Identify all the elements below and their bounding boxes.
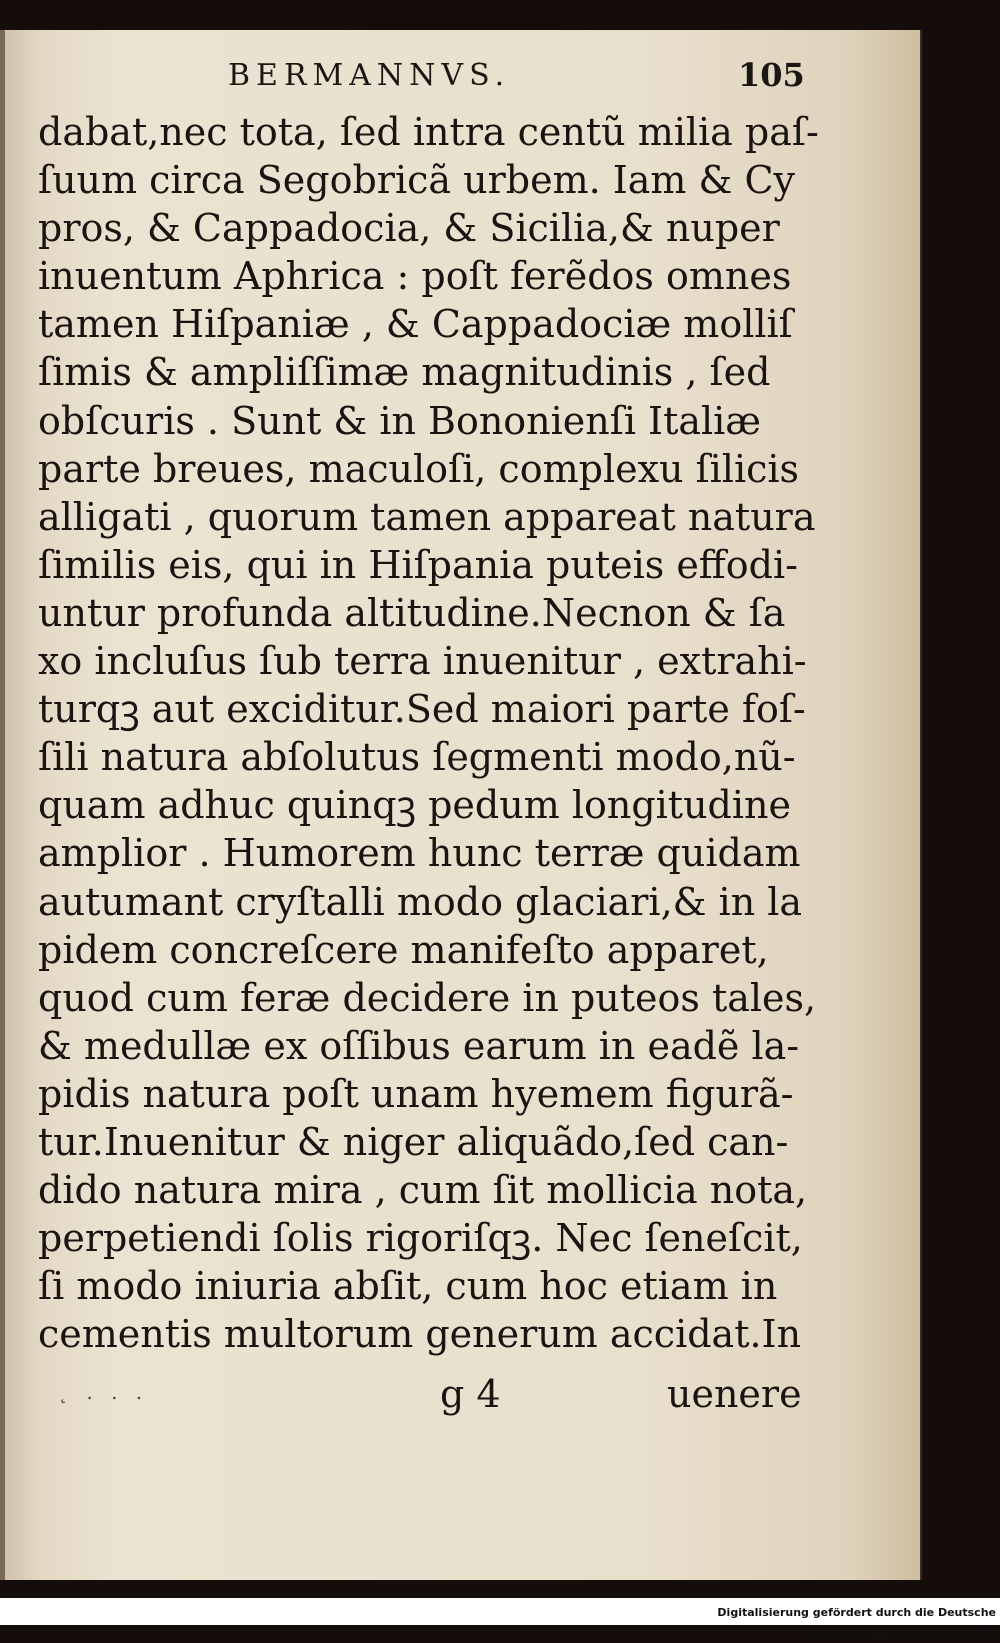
text-line: pidem concreſcere manifeſto apparet, — [38, 927, 769, 972]
text-line: perpetiendi ſolis rigoriſqꝫ. Nec ſeneſcit, — [38, 1216, 803, 1261]
text-line: ſili natura abſolutus ſegmenti modo,nũ‑ — [38, 735, 796, 780]
text-line: alligati , quorum tamen appareat natura — [38, 494, 816, 539]
text-line: pidis natura poſt unam hyemem figurã‑ — [38, 1071, 794, 1116]
page-number: 105 — [738, 56, 805, 94]
text-line: tur.Inuenitur & niger aliquãdo,ſed can‑ — [38, 1119, 789, 1164]
ink-specks: ˛ . . . — [58, 1380, 149, 1404]
text-line: ſuum circa Segobricã urbem. Iam & Cy — [38, 158, 795, 203]
text-line: turqꝫ aut exciditur.Sed maiori parte foſ‑ — [38, 687, 806, 732]
text-line: pros, & Cappadocia, & Sicilia,& nuper — [38, 206, 780, 251]
text-line: obſcuris . Sunt & in Bononienſi Italiæ — [38, 398, 762, 443]
text-line: tamen Hiſpaniæ , & Cappadociæ molliſ — [38, 302, 793, 347]
text-line: xo incluſus ſub terra inuenitur , extrahi‑ — [38, 639, 807, 684]
text-line: cementis multorum generum accidat.In — [38, 1312, 802, 1357]
text-line: dido natura mira , cum ſit mollicia nota, — [38, 1168, 808, 1213]
text-line: inuentum Aphrica : poſt ferẽdos omnes — [38, 254, 792, 299]
text-line: ſi modo iniuria abſit, cum hoc etiam in — [38, 1264, 778, 1309]
text-line: & medullæ ex oſſibus earum in eadẽ la‑ — [38, 1023, 800, 1068]
text-line: dabat,nec tota, ſed intra centũ milia paſ‑ — [38, 110, 819, 154]
text-line: parte breues, maculoſi, complexu ſilicis — [38, 446, 800, 491]
text-line: quam adhuc quinqꝫ pedum longitudine — [38, 783, 791, 828]
signature-mark: g 4 — [440, 1372, 501, 1416]
text-line: amplior . Humorem hunc terræ quidam — [38, 831, 801, 876]
catchword: uenere — [667, 1372, 802, 1416]
running-head — [0, 58, 1000, 98]
digitization-credit: Digitalisierung gefördert durch die Deutsche Forschungsgemeinschaft - DFG — [600, 1603, 1000, 1623]
text-line: untur profunda altitudine.Necnon & ſa — [38, 590, 786, 635]
text-line: quod cum feræ decidere in puteos tales, — [38, 975, 817, 1020]
body-text — [38, 108, 819, 1358]
running-title: BERMANNVS. — [228, 58, 511, 93]
text-line: ſimilis eis, qui in Hiſpania puteis effodi‑ — [38, 542, 798, 587]
text-line: ſimis & ampliſſimæ magnitudinis , ſed — [38, 350, 771, 395]
catchline — [0, 1372, 1000, 1420]
text-line: autumant cryſtalli modo glaciari,& in la — [38, 879, 803, 924]
